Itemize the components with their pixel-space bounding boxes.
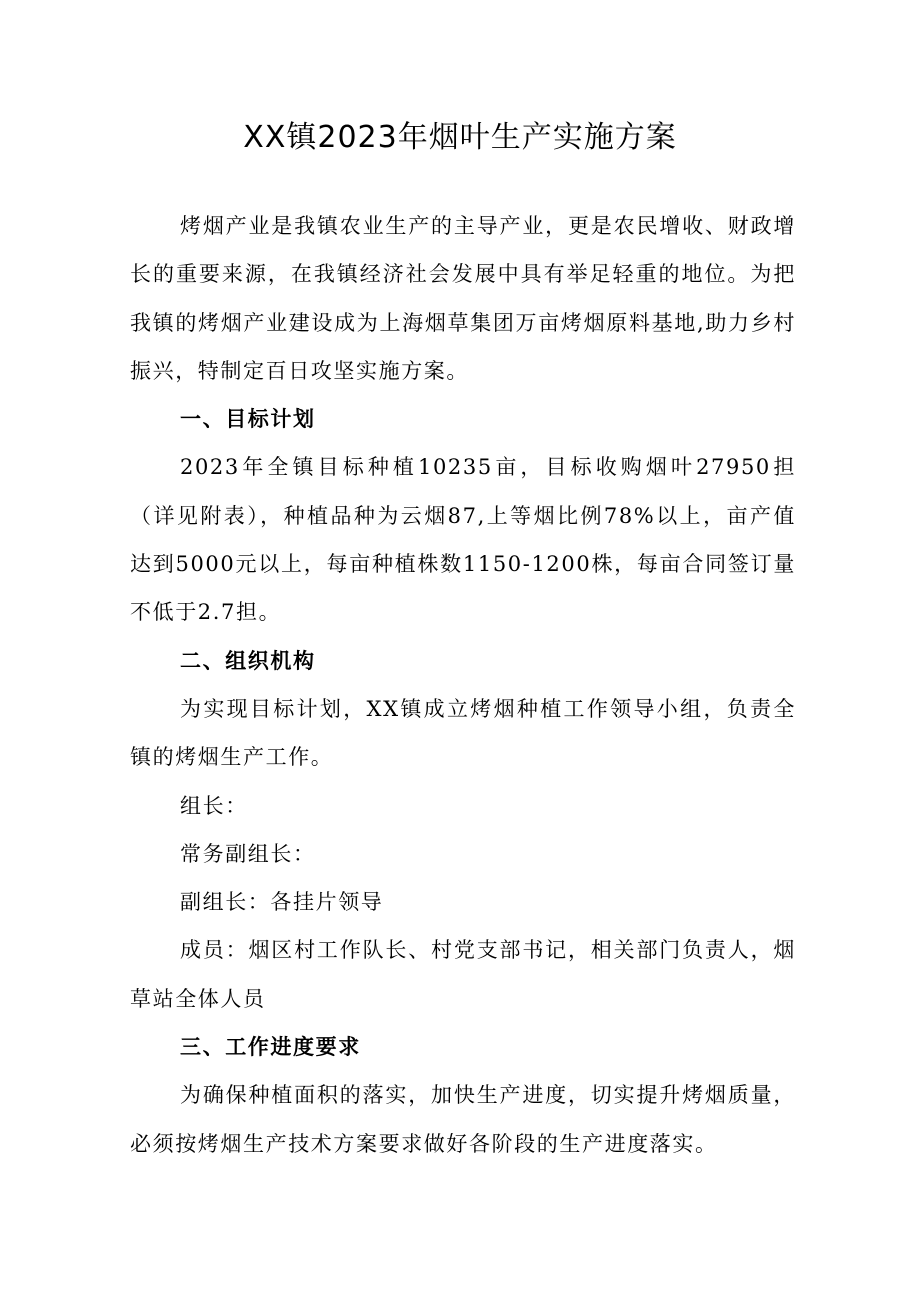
- section-heading-organization: 二、组织机构: [180, 648, 316, 673]
- intro-paragraph: 烤烟产业是我镇农业生产的主导产业，更是农民增收、财政增长的重要来源，在我镇经济社会发展中具有举足轻重的地位。为把我镇的烤烟产业建设成为上海烟草集团万亩烤烟原料基地,助力乡村振兴，特制定百日攻坚实施方案。: [130, 214, 796, 383]
- goals-paragraph: 2023年全镇目标种植10235亩，目标收购烟叶27950担（详见附表），种植品种为云烟87,上等烟比例78%以上，亩产值达到5000元以上，每亩种植株数1150-1200株，每亩合同签订量不低于2.7担。: [130, 455, 796, 625]
- leader-line: 组长：: [180, 793, 248, 818]
- document-body: [130, 202, 796, 1168]
- executive-deputy-leader-line: 常务副组长：: [180, 841, 316, 866]
- members-line: 成员：烟区村工作队长、村党支部书记，相关部门负责人，烟草站全体人员: [130, 938, 796, 1011]
- progress-paragraph: 为确保种植面积的落实，加快生产进度，切实提升烤烟质量，必须按烤烟生产技术方案要求做好各阶段的生产进度落实。: [130, 1083, 796, 1156]
- document-title: XX镇2023年烟叶生产实施方案: [243, 120, 677, 155]
- organization-paragraph: 为实现目标计划，XX镇成立烤烟种植工作领导小组，负责全镇的烤烟生产工作。: [130, 696, 796, 770]
- deputy-leader-line: 副组长：各挂片领导: [180, 890, 384, 915]
- section-heading-goals: 一、目标计划: [180, 407, 316, 432]
- section-heading-progress: 三、工作进度要求: [180, 1035, 361, 1060]
